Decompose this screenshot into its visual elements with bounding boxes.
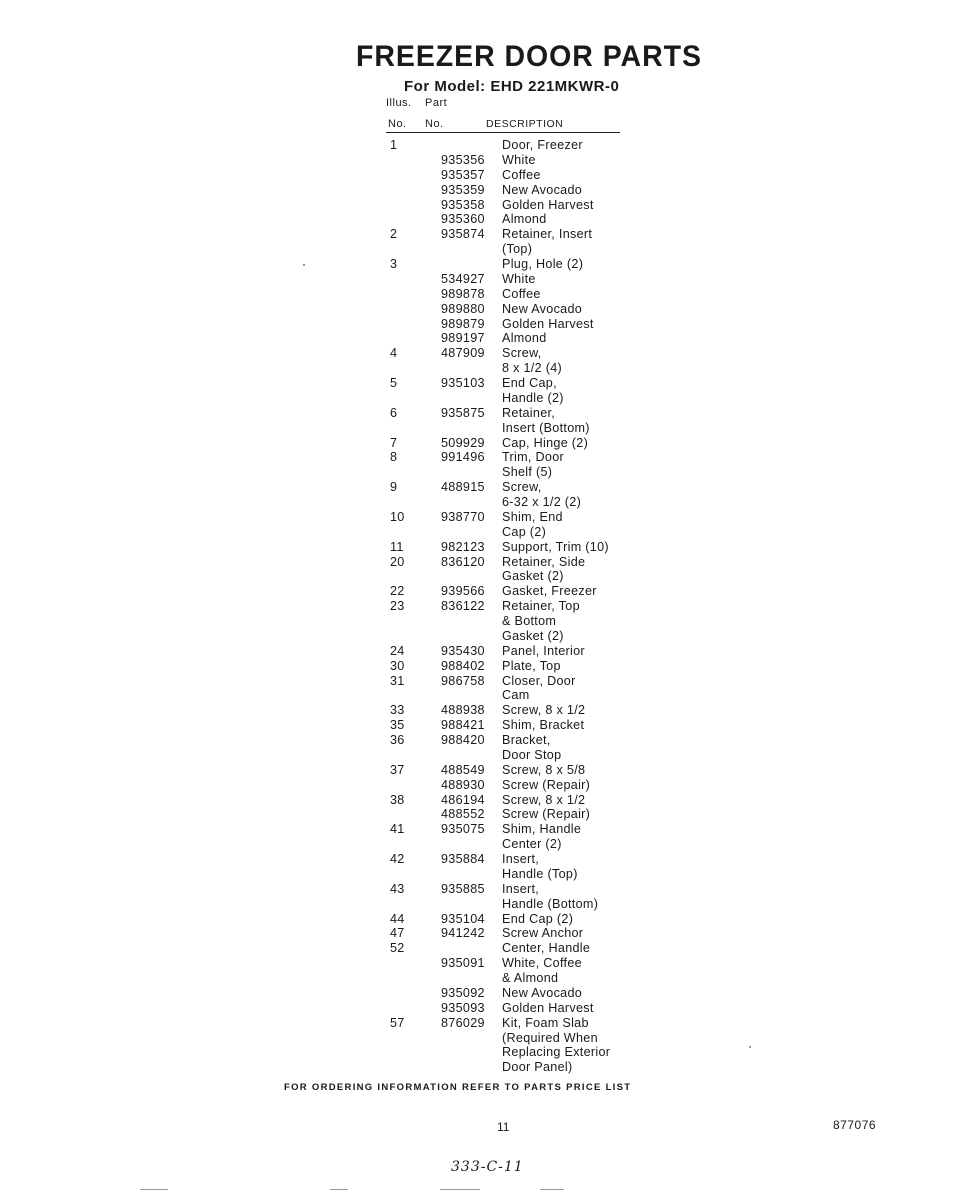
illus-number-cell — [386, 778, 438, 793]
description-cell: Almond — [502, 212, 547, 227]
illus-number-cell — [386, 1031, 438, 1046]
parts-list — [386, 138, 686, 1075]
illus-number-cell: 47 — [390, 926, 405, 941]
table-row — [386, 897, 686, 912]
description-cell: Center, Handle — [502, 941, 591, 956]
table-row — [386, 912, 686, 927]
part-number-cell: 935103 — [441, 376, 485, 390]
part-number-cell — [438, 361, 500, 376]
part-number-cell: 488938 — [441, 703, 485, 718]
part-number-cell: 935104 — [441, 911, 485, 926]
illus-number-cell — [386, 242, 438, 257]
description-cell: Door, Freezer — [502, 138, 583, 152]
description-cell: Gasket (2) — [502, 628, 564, 643]
table-row — [386, 659, 686, 674]
scan-artifact — [140, 1189, 168, 1190]
description-cell: White, Coffee — [502, 956, 582, 971]
description-cell: Bracket, — [502, 733, 551, 747]
description-cell: Shim, End — [502, 509, 563, 524]
description-cell: Door Panel) — [502, 1060, 573, 1075]
part-number-cell — [438, 257, 500, 272]
part-number-cell — [438, 1045, 500, 1060]
illus-number-cell: 33 — [390, 703, 405, 718]
part-number-cell: 935884 — [441, 852, 485, 866]
part-number-cell: 989880 — [441, 301, 485, 316]
illus-number-cell — [386, 198, 438, 213]
table-row — [386, 406, 686, 421]
scan-artifact — [540, 1189, 564, 1190]
part-number-cell: 488552 — [441, 807, 485, 822]
illus-number-cell: 41 — [390, 822, 405, 837]
table-row — [386, 510, 686, 525]
description-cell: Golden Harvest — [502, 1000, 594, 1015]
part-number-cell: 935875 — [441, 405, 485, 420]
part-number-cell: 509929 — [441, 435, 485, 450]
illus-number-cell — [386, 168, 438, 183]
table-row — [386, 198, 686, 213]
part-number-cell — [438, 138, 500, 153]
table-row — [386, 212, 686, 227]
table-row — [386, 941, 686, 956]
part-number-cell — [438, 688, 500, 703]
table-row — [386, 837, 686, 852]
illus-number-cell — [386, 867, 438, 882]
table-row — [386, 287, 686, 302]
table-row — [386, 674, 686, 689]
illus-number-cell — [386, 807, 438, 822]
description-cell: Insert (Bottom) — [502, 420, 590, 435]
description-cell: Coffee — [502, 286, 541, 301]
description-cell: Screw, 8 x 5/8 — [502, 762, 586, 777]
part-number-cell — [438, 242, 500, 257]
table-row — [386, 733, 686, 748]
table-row — [386, 331, 686, 346]
table-row — [386, 569, 686, 584]
part-number-cell: 488915 — [441, 480, 485, 495]
illus-number-header: No. — [388, 118, 407, 130]
scan-speck — [303, 264, 305, 266]
table-row — [386, 555, 686, 570]
part-number-cell: 487909 — [441, 346, 485, 361]
description-cell: Screw (Repair) — [502, 777, 591, 792]
part-number-cell — [438, 1060, 500, 1075]
description-cell: Shelf (5) — [502, 465, 553, 480]
illus-number-cell — [386, 1001, 438, 1016]
description-cell: White — [502, 271, 536, 286]
table-row — [386, 1001, 686, 1016]
part-number-cell: 938770 — [441, 509, 485, 524]
part-number-cell: 935359 — [441, 182, 485, 197]
table-row — [386, 1060, 686, 1075]
table-row — [386, 391, 686, 406]
table-row — [386, 495, 686, 510]
illus-number-cell — [386, 1045, 438, 1060]
table-row — [386, 450, 686, 465]
illus-number-cell: 4 — [390, 346, 398, 361]
description-cell: Kit, Foam Slab — [502, 1015, 589, 1030]
description-cell: Handle (Top) — [502, 866, 578, 881]
illus-number-cell: 6 — [390, 405, 398, 420]
description-cell: White — [502, 152, 536, 167]
description-cell: Retainer, Insert — [502, 227, 593, 242]
illus-number-cell: 9 — [390, 480, 398, 495]
illus-number-cell: 3 — [390, 257, 398, 271]
description-cell: Golden Harvest — [502, 197, 594, 212]
illus-number-cell: 2 — [390, 227, 398, 242]
description-cell: Screw, 8 x 1/2 — [502, 792, 586, 807]
table-row — [386, 793, 686, 808]
description-cell: Cap, Hinge (2) — [502, 435, 589, 450]
description-cell: Cam — [502, 688, 530, 703]
table-row — [386, 153, 686, 168]
handwritten-note: 333-C-11 — [451, 1159, 524, 1175]
illus-number-cell — [386, 361, 438, 376]
part-number-cell — [438, 1031, 500, 1046]
description-cell: Door Stop — [502, 747, 562, 762]
illus-number-cell — [386, 391, 438, 406]
illus-number-cell — [386, 287, 438, 302]
illus-number-cell — [386, 1060, 438, 1075]
table-row — [386, 421, 686, 436]
part-number-cell — [438, 748, 500, 763]
part-number-cell: 935885 — [441, 881, 485, 896]
description-cell: Closer, Door — [502, 673, 576, 688]
description-cell: Panel, Interior — [502, 643, 585, 658]
illus-number-cell — [386, 317, 438, 332]
description-cell: Coffee — [502, 167, 541, 182]
table-row — [386, 436, 686, 451]
part-number-cell: 935092 — [441, 985, 485, 1000]
description-cell: New Avocado — [502, 182, 583, 197]
illus-number-cell — [386, 569, 438, 584]
table-row — [386, 346, 686, 361]
table-row — [386, 867, 686, 882]
illus-number-cell: 1 — [390, 138, 398, 152]
illus-number-cell: 42 — [390, 852, 405, 866]
description-cell: Screw, — [502, 480, 542, 495]
illus-number-cell — [386, 153, 438, 168]
description-cell: 6-32 x 1/2 (2) — [502, 495, 582, 509]
illus-number-cell — [386, 629, 438, 644]
table-row — [386, 272, 686, 287]
illus-number-cell: 52 — [390, 941, 405, 956]
description-cell: Golden Harvest — [502, 316, 594, 331]
description-cell: Plate, Top — [502, 658, 561, 673]
description-cell: New Avocado — [502, 985, 583, 1000]
header-rule — [386, 132, 620, 133]
illus-number-cell — [386, 525, 438, 540]
part-number-cell — [438, 421, 500, 436]
illus-number-cell — [386, 748, 438, 763]
description-cell: New Avocado — [502, 301, 583, 316]
illus-number-cell: 38 — [390, 792, 405, 807]
table-row — [386, 227, 686, 242]
description-cell: Trim, Door — [502, 450, 565, 465]
description-cell: Insert, — [502, 852, 540, 866]
part-number-cell — [438, 391, 500, 406]
table-row — [386, 956, 686, 971]
illus-number-cell: 30 — [390, 658, 405, 673]
illus-number-cell: 7 — [390, 435, 398, 450]
description-cell: Retainer, Top — [502, 599, 580, 614]
table-row — [386, 852, 686, 867]
table-row — [386, 614, 686, 629]
table-row — [386, 376, 686, 391]
description-cell: (Top) — [502, 242, 533, 257]
table-row — [386, 718, 686, 733]
part-number-cell: 989879 — [441, 316, 485, 331]
part-column-header: Part — [425, 97, 448, 109]
table-row — [386, 599, 686, 614]
illus-number-cell — [386, 331, 438, 346]
part-number-cell — [438, 465, 500, 480]
description-cell: Gasket (2) — [502, 569, 564, 584]
table-row — [386, 317, 686, 332]
table-row — [386, 465, 686, 480]
illus-number-cell: 57 — [390, 1015, 405, 1030]
part-number-cell: 982123 — [441, 539, 485, 554]
description-cell: Screw, — [502, 346, 542, 361]
document-number: 877076 — [833, 1118, 877, 1132]
part-number-cell — [438, 629, 500, 644]
illus-number-cell: 44 — [390, 911, 405, 926]
description-cell: End Cap, — [502, 376, 557, 390]
illus-number-cell: 10 — [390, 509, 405, 524]
description-cell: Shim, Handle — [502, 822, 582, 837]
model-subtitle: For Model: EHD 221MKWR-0 — [404, 78, 620, 95]
illus-number-cell — [386, 986, 438, 1001]
page-number: 11 — [497, 1120, 510, 1134]
ordering-note: FOR ORDERING INFORMATION REFER TO PARTS PRICE LIST — [284, 1082, 632, 1093]
table-row — [386, 763, 686, 778]
part-number-cell: 991496 — [441, 450, 485, 465]
illus-number-cell — [386, 971, 438, 986]
table-row — [386, 703, 686, 718]
part-number-cell: 988420 — [441, 733, 485, 747]
description-cell: & Bottom — [502, 614, 557, 628]
part-number-cell: 534927 — [441, 271, 485, 286]
part-number-cell — [438, 614, 500, 629]
illus-number-cell: 37 — [390, 762, 405, 777]
description-cell: Screw, 8 x 1/2 — [502, 703, 586, 718]
illus-number-cell — [386, 837, 438, 852]
illus-number-cell — [386, 465, 438, 480]
table-row — [386, 168, 686, 183]
description-cell: End Cap (2) — [502, 911, 574, 926]
table-row — [386, 525, 686, 540]
part-number-cell: 935356 — [441, 152, 485, 167]
illus-number-cell: 11 — [390, 539, 404, 554]
illus-column-header: Illus. — [386, 97, 412, 109]
illus-number-cell — [386, 688, 438, 703]
part-number-cell: 876029 — [441, 1015, 485, 1030]
part-number-cell: 986758 — [441, 673, 485, 688]
table-row — [386, 584, 686, 599]
table-row — [386, 807, 686, 822]
table-row — [386, 629, 686, 644]
description-cell: Handle (2) — [502, 390, 564, 405]
part-number-cell: 989878 — [441, 286, 485, 301]
part-number-cell: 988402 — [441, 658, 485, 673]
part-number-cell: 989197 — [441, 331, 485, 346]
table-row — [386, 257, 686, 272]
part-number-cell — [438, 525, 500, 540]
table-row — [386, 1031, 686, 1046]
part-number-cell: 935093 — [441, 1000, 485, 1015]
illus-number-cell: 43 — [390, 881, 405, 896]
illus-number-cell — [386, 956, 438, 971]
description-column-header: DESCRIPTION — [486, 118, 564, 130]
table-row — [386, 242, 686, 257]
description-cell: Replacing Exterior — [502, 1045, 611, 1060]
table-row — [386, 480, 686, 495]
part-number-cell: 941242 — [441, 926, 485, 941]
description-cell: Handle (Bottom) — [502, 896, 599, 911]
illus-number-cell — [386, 421, 438, 436]
part-number-cell — [438, 867, 500, 882]
part-number-cell: 488930 — [441, 777, 485, 792]
description-cell: Screw Anchor — [502, 926, 584, 941]
part-number-cell — [438, 971, 500, 986]
table-row — [386, 183, 686, 198]
illus-number-cell — [386, 614, 438, 629]
illus-number-cell — [386, 212, 438, 227]
illus-number-cell: 31 — [390, 673, 405, 688]
part-number-cell: 836120 — [441, 554, 485, 569]
illus-number-cell: 35 — [390, 718, 405, 733]
table-row — [386, 540, 686, 555]
description-cell: Retainer, — [502, 405, 556, 420]
illus-number-cell: 23 — [390, 599, 405, 614]
table-row — [386, 882, 686, 897]
description-cell: (Required When — [502, 1030, 598, 1045]
scan-artifact — [440, 1189, 480, 1190]
description-cell: Plug, Hole (2) — [502, 257, 584, 271]
part-number-cell: 935360 — [441, 212, 485, 227]
description-cell: Support, Trim (10) — [502, 539, 609, 554]
table-row — [386, 1045, 686, 1060]
part-number-cell: 488549 — [441, 762, 485, 777]
illus-number-cell — [386, 272, 438, 287]
illus-number-cell: 36 — [390, 733, 405, 747]
description-cell: Insert, — [502, 881, 540, 896]
illus-number-cell — [386, 495, 438, 510]
part-number-cell: 935874 — [441, 227, 485, 242]
table-row — [386, 644, 686, 659]
illus-number-cell: 22 — [390, 584, 405, 599]
illus-number-cell: 24 — [390, 643, 405, 658]
part-number-cell — [438, 941, 500, 956]
table-row — [386, 1016, 686, 1031]
illus-number-cell: 8 — [390, 450, 398, 465]
part-number-cell — [438, 569, 500, 584]
table-row — [386, 138, 686, 153]
table-row — [386, 822, 686, 837]
illus-number-cell: 5 — [390, 376, 398, 390]
page-title: FREEZER DOOR PARTS — [356, 40, 702, 73]
part-number-header: No. — [425, 118, 444, 130]
illus-number-cell — [386, 302, 438, 317]
table-row — [386, 361, 686, 376]
part-number-cell: 939566 — [441, 584, 485, 599]
scan-speck — [749, 1046, 751, 1048]
scan-artifact — [330, 1189, 348, 1190]
description-cell: Retainer, Side — [502, 554, 586, 569]
description-cell: Center (2) — [502, 837, 562, 852]
description-cell: Gasket, Freezer — [502, 584, 597, 599]
part-number-cell: 935357 — [441, 167, 485, 182]
description-cell: 8 x 1/2 (4) — [502, 361, 562, 376]
table-row — [386, 688, 686, 703]
part-number-cell — [438, 495, 500, 510]
part-number-cell: 935430 — [441, 643, 485, 658]
part-number-cell: 486194 — [441, 792, 485, 807]
description-cell: Cap (2) — [502, 524, 547, 539]
part-number-cell: 836122 — [441, 599, 485, 614]
illus-number-cell — [386, 183, 438, 198]
table-row — [386, 926, 686, 941]
table-row — [386, 971, 686, 986]
description-cell: Screw (Repair) — [502, 807, 591, 822]
description-cell: Almond — [502, 331, 547, 346]
table-row — [386, 778, 686, 793]
illus-number-cell — [386, 897, 438, 912]
description-cell: Shim, Bracket — [502, 718, 585, 733]
part-number-cell: 988421 — [441, 718, 485, 733]
part-number-cell — [438, 837, 500, 852]
part-number-cell: 935358 — [441, 197, 485, 212]
part-number-cell — [438, 897, 500, 912]
table-row — [386, 986, 686, 1001]
part-number-cell: 935091 — [441, 956, 485, 971]
illus-number-cell: 20 — [390, 554, 405, 569]
table-row — [386, 302, 686, 317]
table-row — [386, 748, 686, 763]
description-cell: & Almond — [502, 971, 559, 985]
part-number-cell: 935075 — [441, 822, 485, 837]
